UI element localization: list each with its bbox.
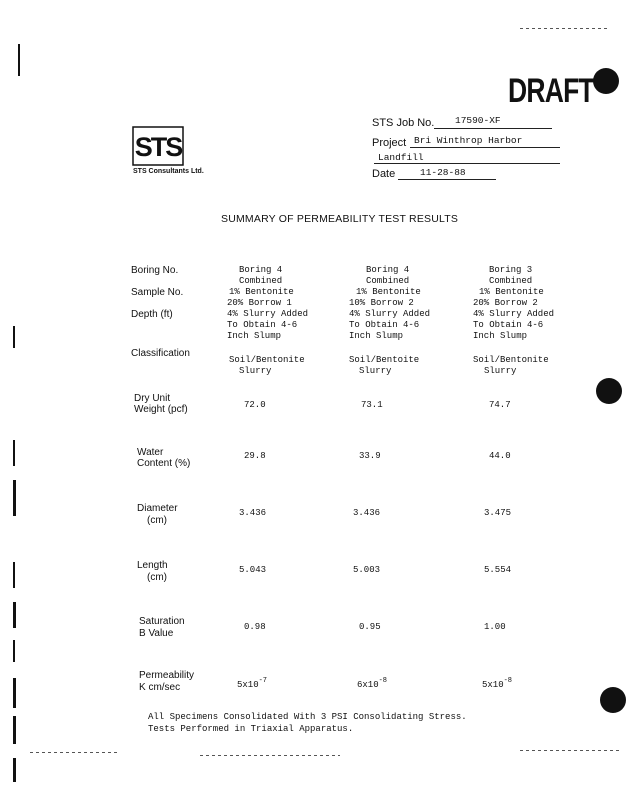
footer-note-1: All Specimens Consolidated With 3 PSI Consolidating Stress. — [148, 712, 467, 722]
label-saturation-1: Saturation — [139, 616, 185, 627]
col3-class-2: Slurry — [484, 366, 517, 376]
label-dry-unit-2: Weight (pcf) — [134, 404, 188, 415]
col2-sample-4: To Obtain 4-6 — [349, 320, 420, 330]
label-length-2: (cm) — [147, 572, 167, 583]
col2-sample-1: 1% Bentonite — [356, 287, 421, 297]
col2-class-2: Slurry — [359, 366, 392, 376]
col3-sample-1: 1% Bentonite — [479, 287, 544, 297]
col1-water: 29.8 — [244, 451, 266, 461]
footer-note-2: Tests Performed in Triaxial Apparatus. — [148, 724, 354, 734]
label-boring: Boring No. — [131, 265, 179, 276]
col1-dry-unit: 72.0 — [244, 400, 266, 410]
col3-sample-2: 20% Borrow 2 — [473, 298, 538, 308]
draft-stamp: DRAFT — [508, 72, 594, 110]
col2-saturation: 0.95 — [359, 622, 381, 632]
project-value-line1: Bri Winthrop Harbor — [414, 135, 523, 146]
scan-line — [200, 755, 340, 756]
punch-hole — [596, 378, 622, 404]
scan-line — [30, 752, 120, 753]
col2-diameter: 3.436 — [353, 508, 381, 518]
col2-permeability: $6x10^{-8}$ — [357, 677, 388, 690]
label-diameter-2: (cm) — [147, 515, 167, 526]
col3-class-1: Soil/Bentonite — [473, 355, 549, 365]
date-value: 11-28-88 — [420, 167, 466, 178]
job-label: STS Job No. — [372, 117, 435, 129]
scan-mark — [13, 602, 16, 628]
label-saturation-2: B Value — [139, 628, 174, 639]
job-value: 17590-XF — [455, 115, 501, 126]
svg-text:STS: STS — [134, 132, 182, 162]
scan-mark — [13, 678, 16, 708]
col2-boring-2: Combined — [366, 276, 410, 286]
col2-boring-1: Boring 4 — [366, 265, 410, 275]
col1-length: 5.043 — [239, 565, 267, 575]
col3-water: 44.0 — [489, 451, 511, 461]
col3-boring-1: Boring 3 — [489, 265, 533, 275]
col3-sample-5: Inch Slump — [473, 331, 528, 341]
label-sample: Sample No. — [131, 287, 184, 298]
col1-permeability: $5x10^{-7}$ — [237, 677, 268, 690]
punch-hole — [600, 687, 626, 713]
logo-caption: STS Consultants Ltd. — [133, 168, 204, 175]
scan-line — [520, 28, 610, 29]
sts-logo — [132, 126, 184, 166]
label-dry-unit-1: Dry Unit — [134, 393, 171, 404]
scan-mark — [13, 716, 16, 744]
col2-sample-3: 4% Slurry Added — [349, 309, 431, 319]
col1-sample-2: 20% Borrow 1 — [227, 298, 292, 308]
col3-boring-2: Combined — [489, 276, 533, 286]
col3-saturation: 1.00 — [484, 622, 506, 632]
scan-mark — [13, 326, 15, 348]
scan-mark — [13, 640, 15, 662]
col1-class-1: Soil/Bentonite — [229, 355, 305, 365]
col1-sample-4: To Obtain 4-6 — [227, 320, 298, 330]
scan-mark — [13, 440, 15, 466]
col1-diameter: 3.436 — [239, 508, 267, 518]
label-permeability-2: K cm/sec — [139, 682, 181, 693]
col1-sample-3: 4% Slurry Added — [227, 309, 309, 319]
punch-hole — [593, 68, 619, 94]
scan-mark — [13, 480, 16, 516]
col2-length: 5.003 — [353, 565, 381, 575]
project-label: Project — [372, 137, 407, 149]
date-label: Date — [372, 168, 396, 180]
col3-diameter: 3.475 — [484, 508, 512, 518]
col1-class-2: Slurry — [239, 366, 272, 376]
label-permeability-1: Permeability — [139, 670, 195, 681]
date-underline — [398, 179, 496, 180]
col2-class-1: Soil/Bentoite — [349, 355, 420, 365]
col2-sample-2: 10% Borrow 2 — [349, 298, 414, 308]
project-underline — [410, 147, 560, 148]
col2-water: 33.9 — [359, 451, 381, 461]
project-value-line2: Landfill — [378, 152, 424, 163]
page-title: SUMMARY OF PERMEABILITY TEST RESULTS — [221, 213, 459, 225]
col1-boring-2: Combined — [239, 276, 283, 286]
label-length-1: Length — [137, 560, 168, 571]
col3-sample-4: To Obtain 4-6 — [473, 320, 544, 330]
label-water-1: Water — [137, 447, 164, 458]
job-underline — [434, 128, 552, 129]
label-depth: Depth (ft) — [131, 309, 173, 320]
col3-permeability: $5x10^{-8}$ — [482, 677, 513, 690]
col3-dry-unit: 74.7 — [489, 400, 511, 410]
col1-sample-5: Inch Slump — [227, 331, 282, 341]
scan-line — [520, 750, 620, 751]
label-diameter-1: Diameter — [137, 503, 178, 514]
scan-mark — [13, 562, 15, 588]
label-water-2: Content (%) — [137, 458, 191, 469]
col1-saturation: 0.98 — [244, 622, 266, 632]
scan-mark — [18, 44, 20, 76]
col2-sample-5: Inch Slump — [349, 331, 404, 341]
label-classification: Classification — [131, 348, 190, 359]
scan-mark — [13, 758, 16, 782]
col1-boring-1: Boring 4 — [239, 265, 283, 275]
col3-sample-3: 4% Slurry Added — [473, 309, 555, 319]
col1-sample-1: 1% Bentonite — [229, 287, 294, 297]
col3-length: 5.554 — [484, 565, 512, 575]
project-underline-2 — [374, 163, 560, 164]
col2-dry-unit: 73.1 — [361, 400, 383, 410]
